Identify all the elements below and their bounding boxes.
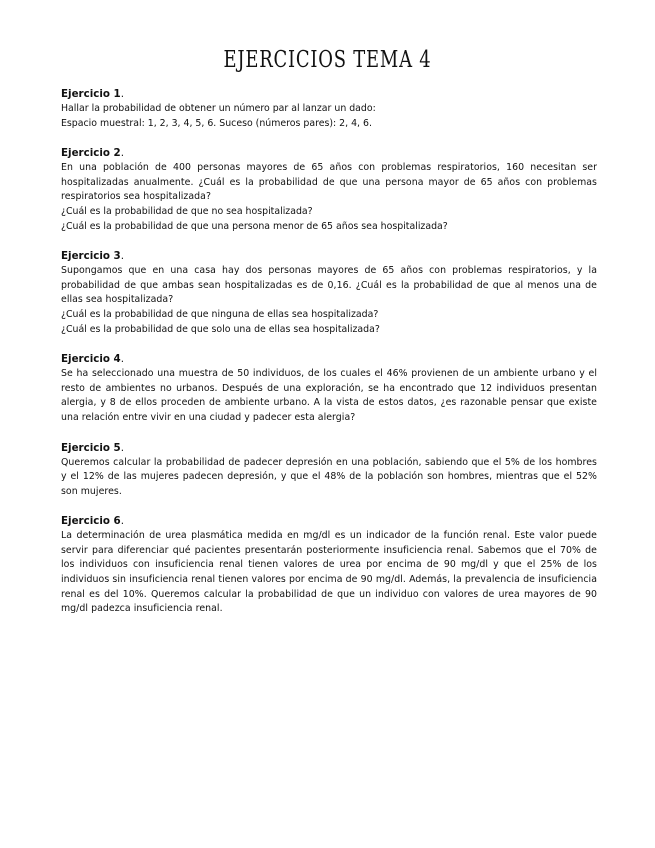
exercise-heading: Ejercicio 5 — [61, 441, 121, 454]
exercise-heading: Ejercicio 6 — [61, 515, 121, 528]
exercise-5: Ejercicio 5. Queremos calcular la probabilidad de padecer depresión en una población, sabiendo que el 5% de los hombres y el 12% de las mujeres padecen depresión, y que el 48% de la población son hombres, mientras que el 52% son mujeres. — [61, 441, 597, 500]
exercise-paragraph: En una población de 400 personas mayores de 65 años con problemas respiratorios, 160 necesitan ser hospitalizadas anualmente. ¿Cuál es la probabilidad de que una persona mayor de 65 años con problemas respiratorios sea hospitalizada? — [61, 162, 597, 203]
exercise-1: Ejercicio 1. Hallar la probabilidad de obtener un número par al lanzar un dado: Espacio muestral: 1, 2, 3, 4, 5, 6. Suceso (números pares): 2, 4, 6. — [61, 87, 597, 131]
exercise-heading: Ejercicio 4 — [61, 353, 121, 366]
exercise-line: ¿Cuál es la probabilidad de que solo una de ellas sea hospitalizada? — [61, 323, 380, 335]
document-title: EJERCICIOS TEMA 4 — [223, 47, 432, 73]
exercise-line: ¿Cuál es la probabilidad de que ninguna de ellas sea hospitalizada? — [61, 308, 379, 320]
exercise-6: Ejercicio 6. La determinación de urea plasmática medida en mg/dl es un indicador de la función renal. Este valor puede servir para diferenciar qué pacientes presentarán posteriormente insuficiencia renal. Sabemos que el 70% de los individuos con insuficiencia renal tienen valores de urea por encima de 90 mg/dl y que el 25% de los individuos sin insuficiencia renal tienen valores por encima de 90 mg/dl. Además, la prevalencia de insuficiencia renal es del 10%. Queremos calcular la probabilidad de que un individuo con valores de urea mayores de 90 mg/dl padezca insuficiencia renal. — [61, 514, 597, 617]
exercise-paragraph: Se ha seleccionado una muestra de 50 individuos, de los cuales el 46% provienen de un ambiente urbano y el resto de ambientes no urbanos. Después de una exploración, se ha encontrado que 12 individuos presentan alergia, y 8 de ellos proceden de ambiente urbano. A la vista de estos datos, ¿es razonable pensar que existe una relación entre vivir en una ciudad y padecer esta alergia? — [61, 368, 597, 423]
exercise-paragraph: Supongamos que en una casa hay dos personas mayores de 65 años con problemas respiratorios, y la probabilidad de que ambas sean hospitalizadas es de 0,16. ¿Cuál es la probabilidad de que al menos una de ellas sea hospitalizada? — [61, 265, 597, 306]
exercise-paragraph: Queremos calcular la probabilidad de padecer depresión en una población, sabiendo que el 5% de los hombres y el 12% de las mujeres padecen depresión, y que el 48% de la población son hombres, mientras que el 52% son mujeres. — [61, 456, 597, 497]
exercise-line: Hallar la probabilidad de obtener un número par al lanzar un dado: — [61, 103, 376, 114]
exercise-2: Ejercicio 2. En una población de 400 personas mayores de 65 años con problemas respiratorios, 160 necesitan ser hospitalizadas anualmente. ¿Cuál es la probabilidad de que una persona mayor de 65 años con problemas respiratorios sea hospitalizada? ¿Cuál es la probabilidad de que no sea hospitalizada? ¿Cuál es la probabilidad de que una persona menor de 65 años sea hospitalizada? — [61, 146, 597, 234]
exercise-line: Espacio muestral: 1, 2, 3, 4, 5, 6. Suceso (números pares): 2, 4, 6. — [61, 117, 372, 129]
exercise-heading: Ejercicio 1 — [61, 88, 121, 100]
exercise-heading: Ejercicio 3 — [61, 250, 121, 263]
exercise-list — [61, 87, 597, 632]
exercise-paragraph: La determinación de urea plasmática medida en mg/dl es un indicador de la función renal. Este valor puede servir para diferenciar qué pacientes presentarán posteriormente insuficiencia renal. Sabemos que el 70% de los individuos con insuficiencia renal tienen valores de urea por encima de 90 mg/dl y que el 25% de los individuos sin insuficiencia renal tienen valores por encima de 90 mg/dl. Además, la prevalencia de insuficiencia renal es del 10%. Queremos calcular la probabilidad de que un individuo con valores de urea mayores de 90 mg/dl padezca insuficiencia renal. — [61, 530, 597, 615]
exercise-4: Ejercicio 4. Se ha seleccionado una muestra de 50 individuos, de los cuales el 46% provienen de un ambiente urbano y el resto de ambientes no urbanos. Después de una exploración, se ha encontrado que 12 individuos presentan alergia, y 8 de ellos proceden de ambiente urbano. A la vista de estos datos, ¿es razonable pensar que existe una relación entre vivir en una ciudad y padecer esta alergia? — [61, 352, 597, 425]
exercise-3: Ejercicio 3. Supongamos que en una casa hay dos personas mayores de 65 años con problemas respiratorios, y la probabilidad de que ambas sean hospitalizadas es de 0,16. ¿Cuál es la probabilidad de que al menos una de ellas sea hospitalizada? ¿Cuál es la probabilidad de que ninguna de ellas sea hospitalizada? ¿Cuál es la probabilidad de que solo una de ellas sea hospitalizada? — [61, 249, 597, 337]
exercise-heading: Ejercicio 2 — [61, 147, 121, 160]
exercise-line: ¿Cuál es la probabilidad de que no sea hospitalizada? — [61, 205, 313, 217]
exercise-line: ¿Cuál es la probabilidad de que una persona menor de 65 años sea hospitalizada? — [61, 220, 448, 232]
